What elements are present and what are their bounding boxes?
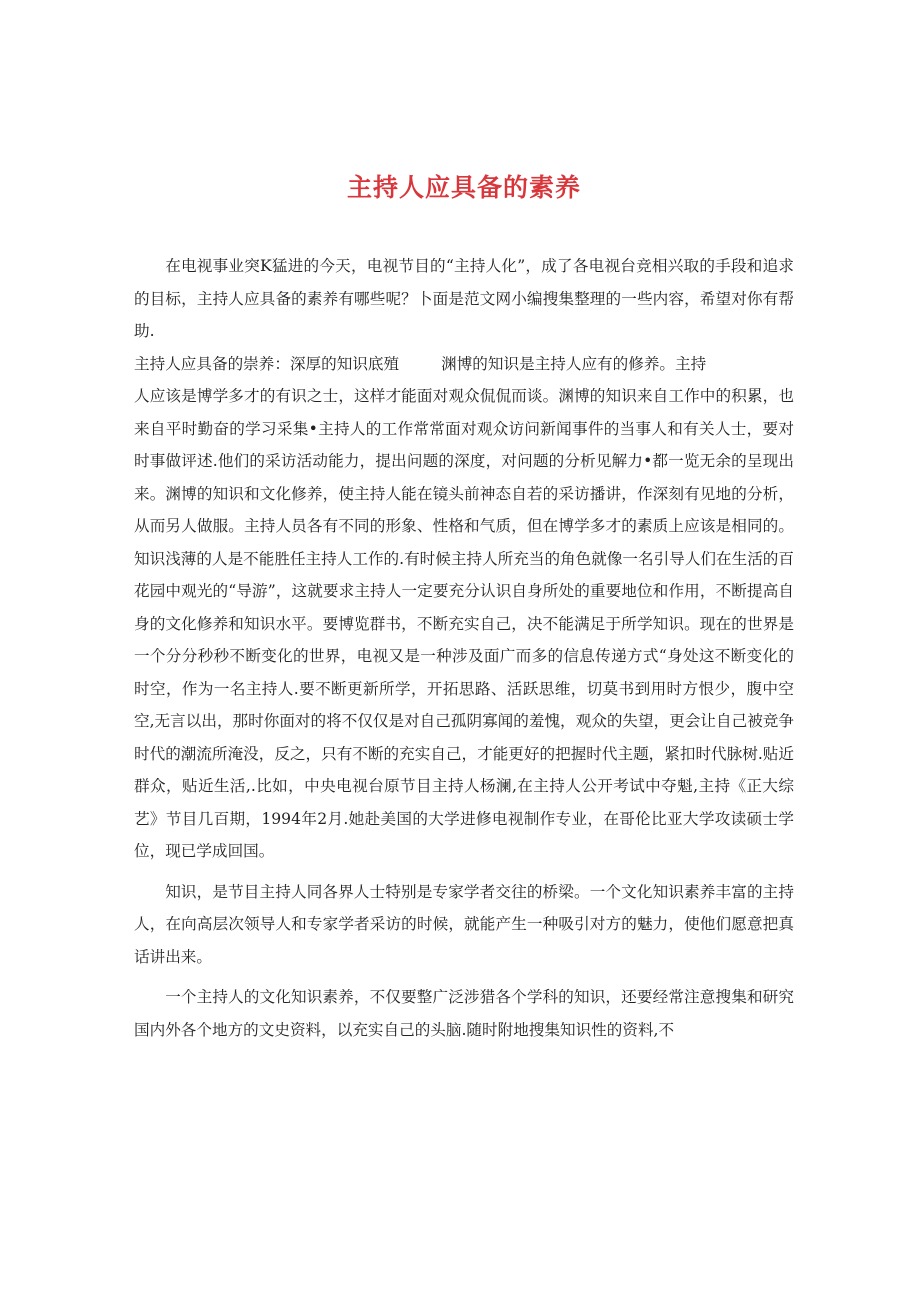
section-body-paragraph: 人应该是博学多才的有识之士，这样才能面对观众侃侃而谈。渊博的知识来自工作中的积累，也来自平时勤奋的学习采集•主持人的工作常常面对观众访问新闻事件的当事人和有关人士，要对时事做评述.他们的采访活动能力，提出问题的深度，对问题的分析见解力•都一览无余的呈现出来。渊博的知识和文化修养，使主持人能在镜头前神态自若的采访播讲，作深刻有见地的分析，从而另人做服。主持人员各有不同的形象、性格和气质，但在博学多才的素质上应该是相同的。知识浅薄的人是不能胜任主持人工作的.有时候主持人所充当的角色就像一名引导人们在生活的百花园中观光的“导游”，这就要求主持人一定要充分认识自身所处的重要地位和作用，不断提高自身的文化修养和知识水平。要博览群书，不断充实自己，决不能满足于所学知识。现在的世界是一个分分秒秒不断变化的世界，电视又是一种涉及面广而多的信息传递方式“身处这不断变化的时空，作为一名主持人.要不断更新所学，开拓思路、活跃思维，切莫书到用时方恨少，腹中空空,无言以出，那时你面对的将不仅仅是对自己孤阴寡闻的羞愧，观众的失望，更会让自己被竞争时代的潮流所淹没，反之，只有不断的充实自己，才能更好的把握时代主题，紧扣时代脉树.贴近群众，贴近生活,.比如，中央电视台原节目主持人杨澜,在主持人公开考试中夺魁,主持《正大综艺》节目几百期，1994年2月.她赴美国的大学进修电视制作专业，在哥伦比亚大学攻读硕士学位，现已学成回国。 xyxy=(134,387,794,860)
section-lead-text: 渊博的知识是主持人应有的修养。主持 xyxy=(441,354,707,373)
document-body xyxy=(134,250,794,1046)
section-heading-line xyxy=(134,348,794,381)
section-heading: 主持人应具备的崇养：深厚的知识底殖 xyxy=(134,354,400,373)
intro-paragraph: 在电视事业突K猛进的今天，电视节目的“主持人化”，成了各电视台竞相兴取的手段和追求的目标，主持人应具备的素养有哪些呢？卜面是范文网小编搜集整理的一些内容，希望对你有帮助. xyxy=(134,257,794,340)
knowledge-bridge-paragraph: 知识，是节目主持人同各界人士特别是专家学者交往的桥梁。一个文化知识素养丰富的主持人，在向高层次领导人和专家学者采访的时候，就能产生一种吸引对方的魅力，使他们愿意把真话讲出来。 xyxy=(134,882,794,966)
document-title: 主持人应具备的素养 xyxy=(346,173,581,202)
cultural-literacy-paragraph: 一个主持人的文化知识素养，不仅要整广泛涉猎各个学科的知识，还要经常注意搜集和研究国内外各个地方的文史资料，以充实自己的头脑.随时附地搜集知识性的资料,不 xyxy=(134,988,794,1039)
